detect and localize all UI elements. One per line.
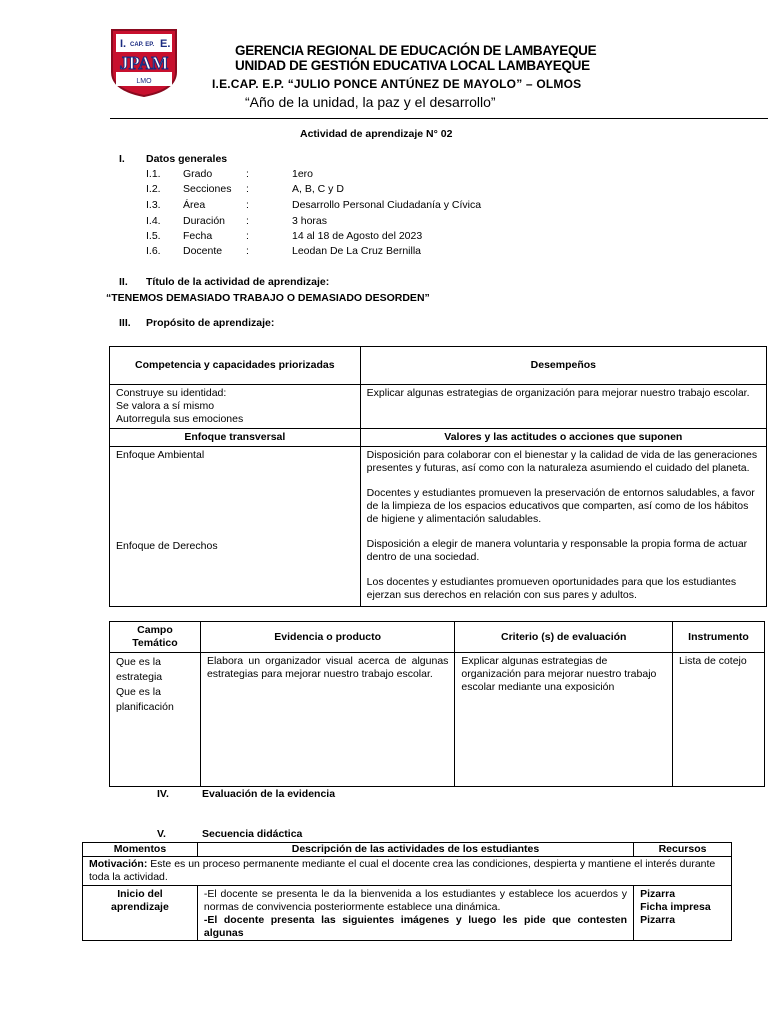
motivacion-cell [83,857,732,886]
competencia-line: Construye su identidad: [116,387,227,399]
valor-paragraph: Disposición a elegir de manera voluntaria y responsable la propia forma de actuar dentro de una sociedad. [366,538,748,563]
section-1-number: I. [119,153,125,165]
section-5-number: V. [157,828,166,840]
valor-paragraph: Docentes y estudiantes promueven la preservación de entornos saludables, a favor de la limpieza de los espacios educativos que comparten, así como de los hábitos de higiene y alimentación saludables. [366,487,755,525]
recurso-item: Ficha impresa [640,901,711,913]
activity-title: “TENEMOS DEMASIADO TRABAJO O DEMASIADO DESORDEN” [106,292,430,304]
section-4-number: IV. [157,788,169,800]
criterio-cell: Explicar algunas estrategias de organización para mejorar nuestro trabajo escolar mediante una exposición [455,653,673,787]
row-number: I.1. [146,168,161,180]
evidencia-cell: Elabora un organizador visual acerca de algunas estrategias para mejorar nuestro trabajo escolar. [200,653,454,787]
logo-text-lmo: LMO [136,78,152,85]
document-title: Actividad de aprendizaje N° 02 [300,128,453,140]
motivacion-text: Este es un proceso permanente mediante el cual el docente crea las condiciones, despierta y mantiene el interés durante toda la actividad. [89,858,716,883]
row-separator: : [246,215,249,227]
logo-text-e: E. [160,38,171,50]
activity-description: -El docente se presenta le da la bienvenida a los estudiantes y establece los acuerdos y normas de convivencia posteriormente establece una dinámica. [203,888,628,913]
recursos-cell [634,886,732,941]
row-number: I.4. [146,215,161,227]
row-separator: : [246,230,249,242]
row-number: I.6. [146,245,161,257]
section-2-number: II. [119,276,128,288]
header-instrumento: Instrumento [673,622,765,653]
header-momentos: Momentos [83,843,198,857]
section-4-title: Evaluación de la evidencia [202,788,336,800]
header-recursos: Recursos [634,843,732,857]
valores-cell [360,447,766,607]
row-separator: : [246,168,249,180]
row-separator: : [246,245,249,257]
header-descripcion: Descripción de las actividades de los estudiantes [197,843,633,857]
row-label: Docente [183,245,223,257]
row-number: I.5. [146,230,161,242]
row-number: I.2. [146,183,161,195]
valor-paragraph: Disposición para colaborar con el bienestar y la calidad de vida de las generaciones presentes y futuras, así como con la naturaleza asumiendo el cuidado del planeta. [366,449,758,474]
row-separator: : [246,183,249,195]
header-enfoque: Enfoque transversal [110,429,361,447]
section-1-title: Datos generales [146,153,228,165]
row-value: A, B, C y D [292,183,344,195]
competencia-cell [110,385,361,429]
header-campo: Campo Temático [110,622,201,653]
inicio-cell: Inicio del aprendizaje [83,886,198,941]
row-value: 14 al 18 de Agosto del 2023 [292,230,423,242]
header-line-2: UNIDAD DE GESTIÓN EDUCATIVA LOCAL LAMBAYEQUE [235,58,590,73]
row-label: Duración [183,215,226,227]
header-competencia: Competencia y capacidades priorizadas [110,347,361,385]
capacidad-line: Se valora a sí mismo [116,400,215,412]
section-3-number: III. [119,317,131,329]
section-2-title: Título de la actividad de aprendizaje: [146,276,330,288]
campo-line: Que es la planificación [116,686,174,713]
inicio-description-cell [197,886,633,941]
row-label: Fecha [183,230,213,242]
recurso-item: Pizarra [640,888,676,900]
row-label: Grado [183,168,213,180]
purpose-table [109,346,767,607]
evidence-table [109,621,765,787]
row-number: I.3. [146,199,161,211]
motivacion-label: Motivación: [89,858,148,870]
header-valores: Valores y las actitudes o acciones que suponen [360,429,766,447]
enfoque-cell [110,447,361,607]
header-line-3: I.E.CAP. E.P. “JULIO PONCE ANTÚNEZ DE MAYOLO” – OLMOS [212,77,582,91]
section-5-title: Secuencia didáctica [202,828,303,840]
row-label: Área [183,199,206,211]
school-logo [110,28,178,98]
header-line-1: GERENCIA REGIONAL DE EDUCACIÓN DE LAMBAYEQUE [235,43,597,58]
logo-text-cap: CAP. EP. [130,42,155,48]
desempeno-cell: Explicar algunas estrategias de organización para mejorar nuestro trabajo escolar. [360,385,766,429]
header-desempenos: Desempeños [360,347,766,385]
recurso-item: Pizarra [640,914,676,926]
row-value: Leodan De La Cruz Bernilla [292,245,421,257]
capacidad-line: Autorregula sus emociones [116,413,244,425]
instrumento-cell: Lista de cotejo [673,653,765,787]
section-3-title: Propósito de aprendizaje: [146,317,275,329]
row-value: Desarrollo Personal Ciudadanía y Cívica [292,199,482,211]
logo-text-i: I. [120,38,127,50]
row-separator: : [246,199,249,211]
header-evidencia: Evidencia o producto [200,622,454,653]
activity-description: -El docente presenta las siguientes imágenes y luego les pide que contesten algunas [203,914,628,939]
enfoque-derechos: Enfoque de Derechos [116,540,218,552]
row-value: 3 horas [292,215,328,227]
header-divider [110,118,768,119]
campo-line: Que es la estrategia [116,656,163,683]
header-criterio: Criterio (s) de evaluación [455,622,673,653]
logo-text-main: JPAM [119,53,169,73]
valor-paragraph: Los docentes y estudiantes promueven oportunidades para que los estudiantes ejerzan sus derechos en relación con sus pares y adultos. [366,576,737,601]
row-value: 1ero [292,168,314,180]
header-motto: “Año de la unidad, la paz y el desarrollo” [245,94,496,110]
enfoque-ambiental: Enfoque Ambiental [116,449,205,461]
sequence-table [82,842,732,941]
row-label: Secciones [183,183,232,195]
campo-cell [110,653,201,787]
